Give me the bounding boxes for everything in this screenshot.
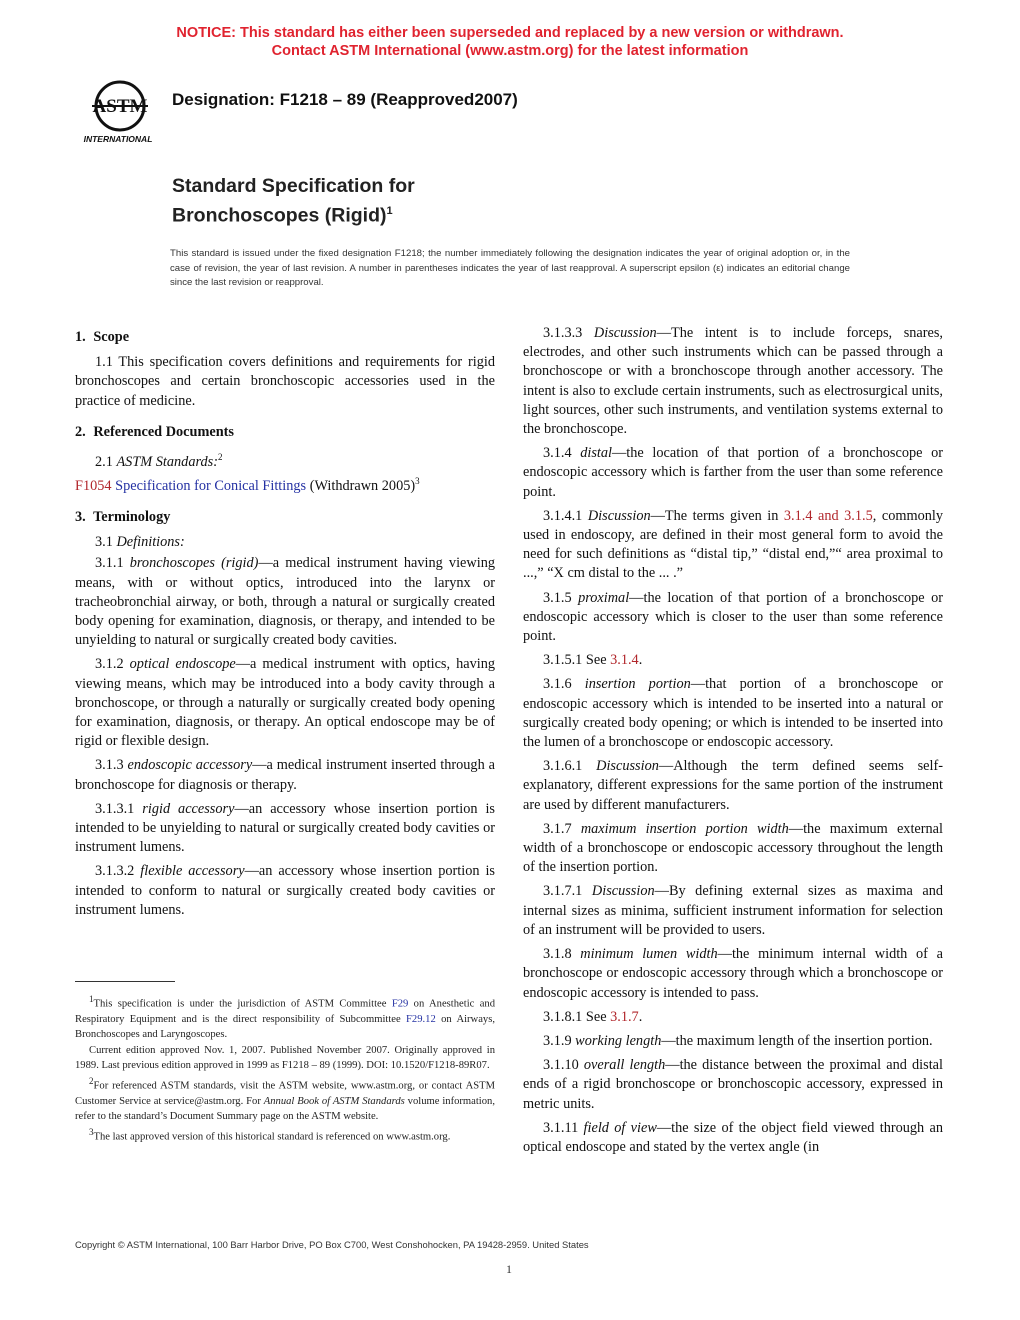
para-3-1: 3.1 Definitions:	[95, 534, 185, 551]
page-title	[172, 174, 415, 229]
designation: Designation: F1218 – 89 (Reapproved2007)	[172, 90, 518, 109]
para-3-1-3-3: 3.1.3.3 Discussion—The intent is to include forceps, snares, electrodes, and other such instruments which can be passed through a bronchoscope or with a bronchoscope through another accessory. The intent is also to exclude certain instruments, such as electrosurgical units, light sources, other such instruments, and ventilation systems external to the bronchoscope.	[523, 325, 943, 438]
title-line-1: Standard Specification for	[172, 175, 415, 197]
section-heading-referenced-documents: 2. Referenced Documents	[75, 423, 234, 440]
title-footnote-ref[interactable]: 1	[386, 205, 393, 217]
para-3-1-8-1: 3.1.8.1 See 3.1.7.	[543, 1008, 643, 1025]
para-3-1-1: 3.1.1 bronchoscopes (rigid)—a medical instrument having viewing means, with or without optics, introduced into the larynx or tracheobronchial airway, or both, through a natural or surgically created body opening for examination, diagnosis, or therapy, and intended to be unyielding to natural or surgically created body cavities.	[75, 555, 495, 649]
astm-logo	[74, 76, 162, 146]
para-3-1-6-1: 3.1.6.1 Discussion—Although the term defined seems self-explanatory, different expressions for the same portion of the instrument are used by different manufacturers.	[523, 758, 944, 813]
notice-line-1: NOTICE: This standard has either been superseded and replaced by a new version or withdrawn.	[176, 25, 844, 41]
withdrawn-notice	[0, 24, 1020, 60]
link-f1054-title[interactable]: Specification for Conical Fittings	[115, 477, 307, 494]
para-3-1-4: 3.1.4 distal—the location of that portion of a bronchoscope or endoscopic accessory which is farther from the user than some reference point.	[523, 445, 943, 500]
para-3-1-7: 3.1.7 maximum insertion portion width—the maximum external width of a bronchoscope or endoscopic accessory throughout the length of the insertion portion.	[523, 820, 943, 876]
link-3-1-7[interactable]: 3.1.7	[610, 1008, 639, 1025]
right-column	[523, 324, 943, 1162]
section-heading-scope: 1. Scope	[75, 329, 130, 345]
page-number: 1	[506, 1262, 512, 1276]
link-f29[interactable]: F29	[391, 998, 409, 1010]
para-3-1-9: 3.1.9 working length—the maximum length of the insertion portion.	[543, 1032, 933, 1049]
footnotes	[75, 992, 495, 1145]
section-heading-terminology: 3. Terminology	[75, 508, 171, 525]
para-3-1-5-1: 3.1.5.1 See 3.1.4.	[543, 652, 643, 669]
para-3-1-3-2: 3.1.3.2 flexible accessory—an accessory whose insertion portion is intended to conform to natural or surgically created body cavities or instrument lumens.	[75, 863, 495, 918]
para-3-1-3-1: 3.1.3.1 rigid accessory—an accessory whose insertion portion is intended to be unyielding to natural or surgically created body cavities or instrument lumens.	[75, 800, 495, 856]
left-column	[75, 324, 495, 925]
para-3-1-4-1: 3.1.4.1 Discussion—The terms given in 3.1.4 and 3.1.5, commonly used in endoscopy, are defined in their most general form to avoid the need for such definitions as “distal tip,” “distal end,”“ area proximal to ...,” “X cm distal to the ... .”	[523, 507, 943, 582]
title-line-2: Bronchoscopes (Rigid)	[172, 204, 387, 227]
copyright-line: Copyright © ASTM International, 100 Barr Harbor Drive, PO Box C700, West Conshohocken, PA 19428-2959. United States	[75, 1239, 589, 1250]
para-3-1-6: 3.1.6 insertion portion—that portion of a bronchoscope or endoscopic accessory which is intended to be inserted into a natural or surgically created body opening; or which is intended to be inserted into the lumen of a bronchoscope or endoscopic accessory.	[523, 676, 943, 751]
logo-text: ASTM	[92, 96, 148, 117]
intro-note: This standard is issued under the fixed designation F1218; the number immediately following the designation indicates the year of original adoption or, in the case of revision, the year of last revision. A number in parentheses indicates the year of last reapproval. A superscript epsilon (ε) indicates an editorial change since the last revision or reapproval.	[170, 248, 850, 289]
para-3-1-10: 3.1.10 overall length—the distance between the proximal and distal ends of a rigid bronchoscope or bronchoscopic accessory, expressed in metric units.	[523, 1057, 943, 1112]
para-3-1-5: 3.1.5 proximal—the location of that portion of a bronchoscope or endoscopic accessory which is closer to the user than some reference point.	[523, 589, 944, 645]
para-1-1: 1.1 This specification covers definitions and requirements for rigid bronchoscopes and certain bronchoscopic accessories used in the practice of medicine.	[75, 354, 495, 409]
link-f1054[interactable]: F1054	[75, 477, 112, 494]
link-f29-12[interactable]: F29.12	[406, 1013, 436, 1025]
footnote-1: $^1$This specification is under the jurisdiction of ASTM Committee F29 on Anesthetic and Respiratory Equipment and is the direct responsibility of Subcommittee F29.12 on Airways, Bronchoscopes and Laryngoscopes.	[75, 994, 495, 1040]
para-3-1-3: 3.1.3 endoscopic accessory—a medical instrument inserted through a bronchoscope for diagnosis or therapy.	[75, 757, 496, 793]
para-2-1: 2.1 ASTM Standards:$^2$	[95, 452, 223, 470]
footnote-2: $^2$For referenced ASTM standards, visit the ASTM website, www.astm.org, or contact ASTM Customer Service at service@astm.org. For Annual Book of ASTM Standards volume information, refer to the standard’s Document Summary page on the ASTM website.	[75, 1076, 495, 1122]
para-3-1-11: 3.1.11 field of view—the size of the object field viewed through an optical endoscope and stated by the vertex angle (in	[523, 1119, 943, 1155]
footnote-divider	[75, 981, 175, 982]
para-3-1-7-1: 3.1.7.1 Discussion—By defining external sizes as maxima and internal sizes as minima, sufficient instrument information for selection of an instrument will be provided to users.	[523, 883, 944, 938]
logo-subtext: INTERNATIONAL	[83, 134, 153, 144]
link-3-1-4-and-3-1-5[interactable]: 3.1.4 and 3.1.5	[783, 507, 873, 524]
para-3-1-2: 3.1.2 optical endoscope—a medical instrument with optics, having viewing means, which may be introduced into a body cavity through a bronchoscope, or through a naturally or surgically created body opening for examination, diagnosis, or therapy. An optical endoscope may be of rigid or flexible design.	[75, 656, 496, 750]
ref-f1054: F1054 Specification for Conical Fittings (Withdrawn 2005)$^3$	[75, 475, 420, 494]
footnote-3: $^3$The last approved version of this historical standard is referenced on www.astm.org.	[89, 1126, 451, 1143]
astm-logo-icon	[74, 76, 162, 146]
notice-line-2: Contact ASTM International (www.astm.org) for the latest information	[271, 43, 749, 59]
link-3-1-4[interactable]: 3.1.4	[610, 652, 639, 669]
para-3-1-8: 3.1.8 minimum lumen width—the minimum internal width of a bronchoscope or endoscopic accessory through which a bronchoscope or endoscopic accessory is intended to pass.	[523, 946, 943, 1001]
footnote-1-edition: Current edition approved Nov. 1, 2007. Published November 2007. Originally approved in 1989. Last previous edition approved in 1999 as F1218 – 89 (1999). DOI: 10.1520/F1218-89R07.	[75, 1044, 495, 1071]
